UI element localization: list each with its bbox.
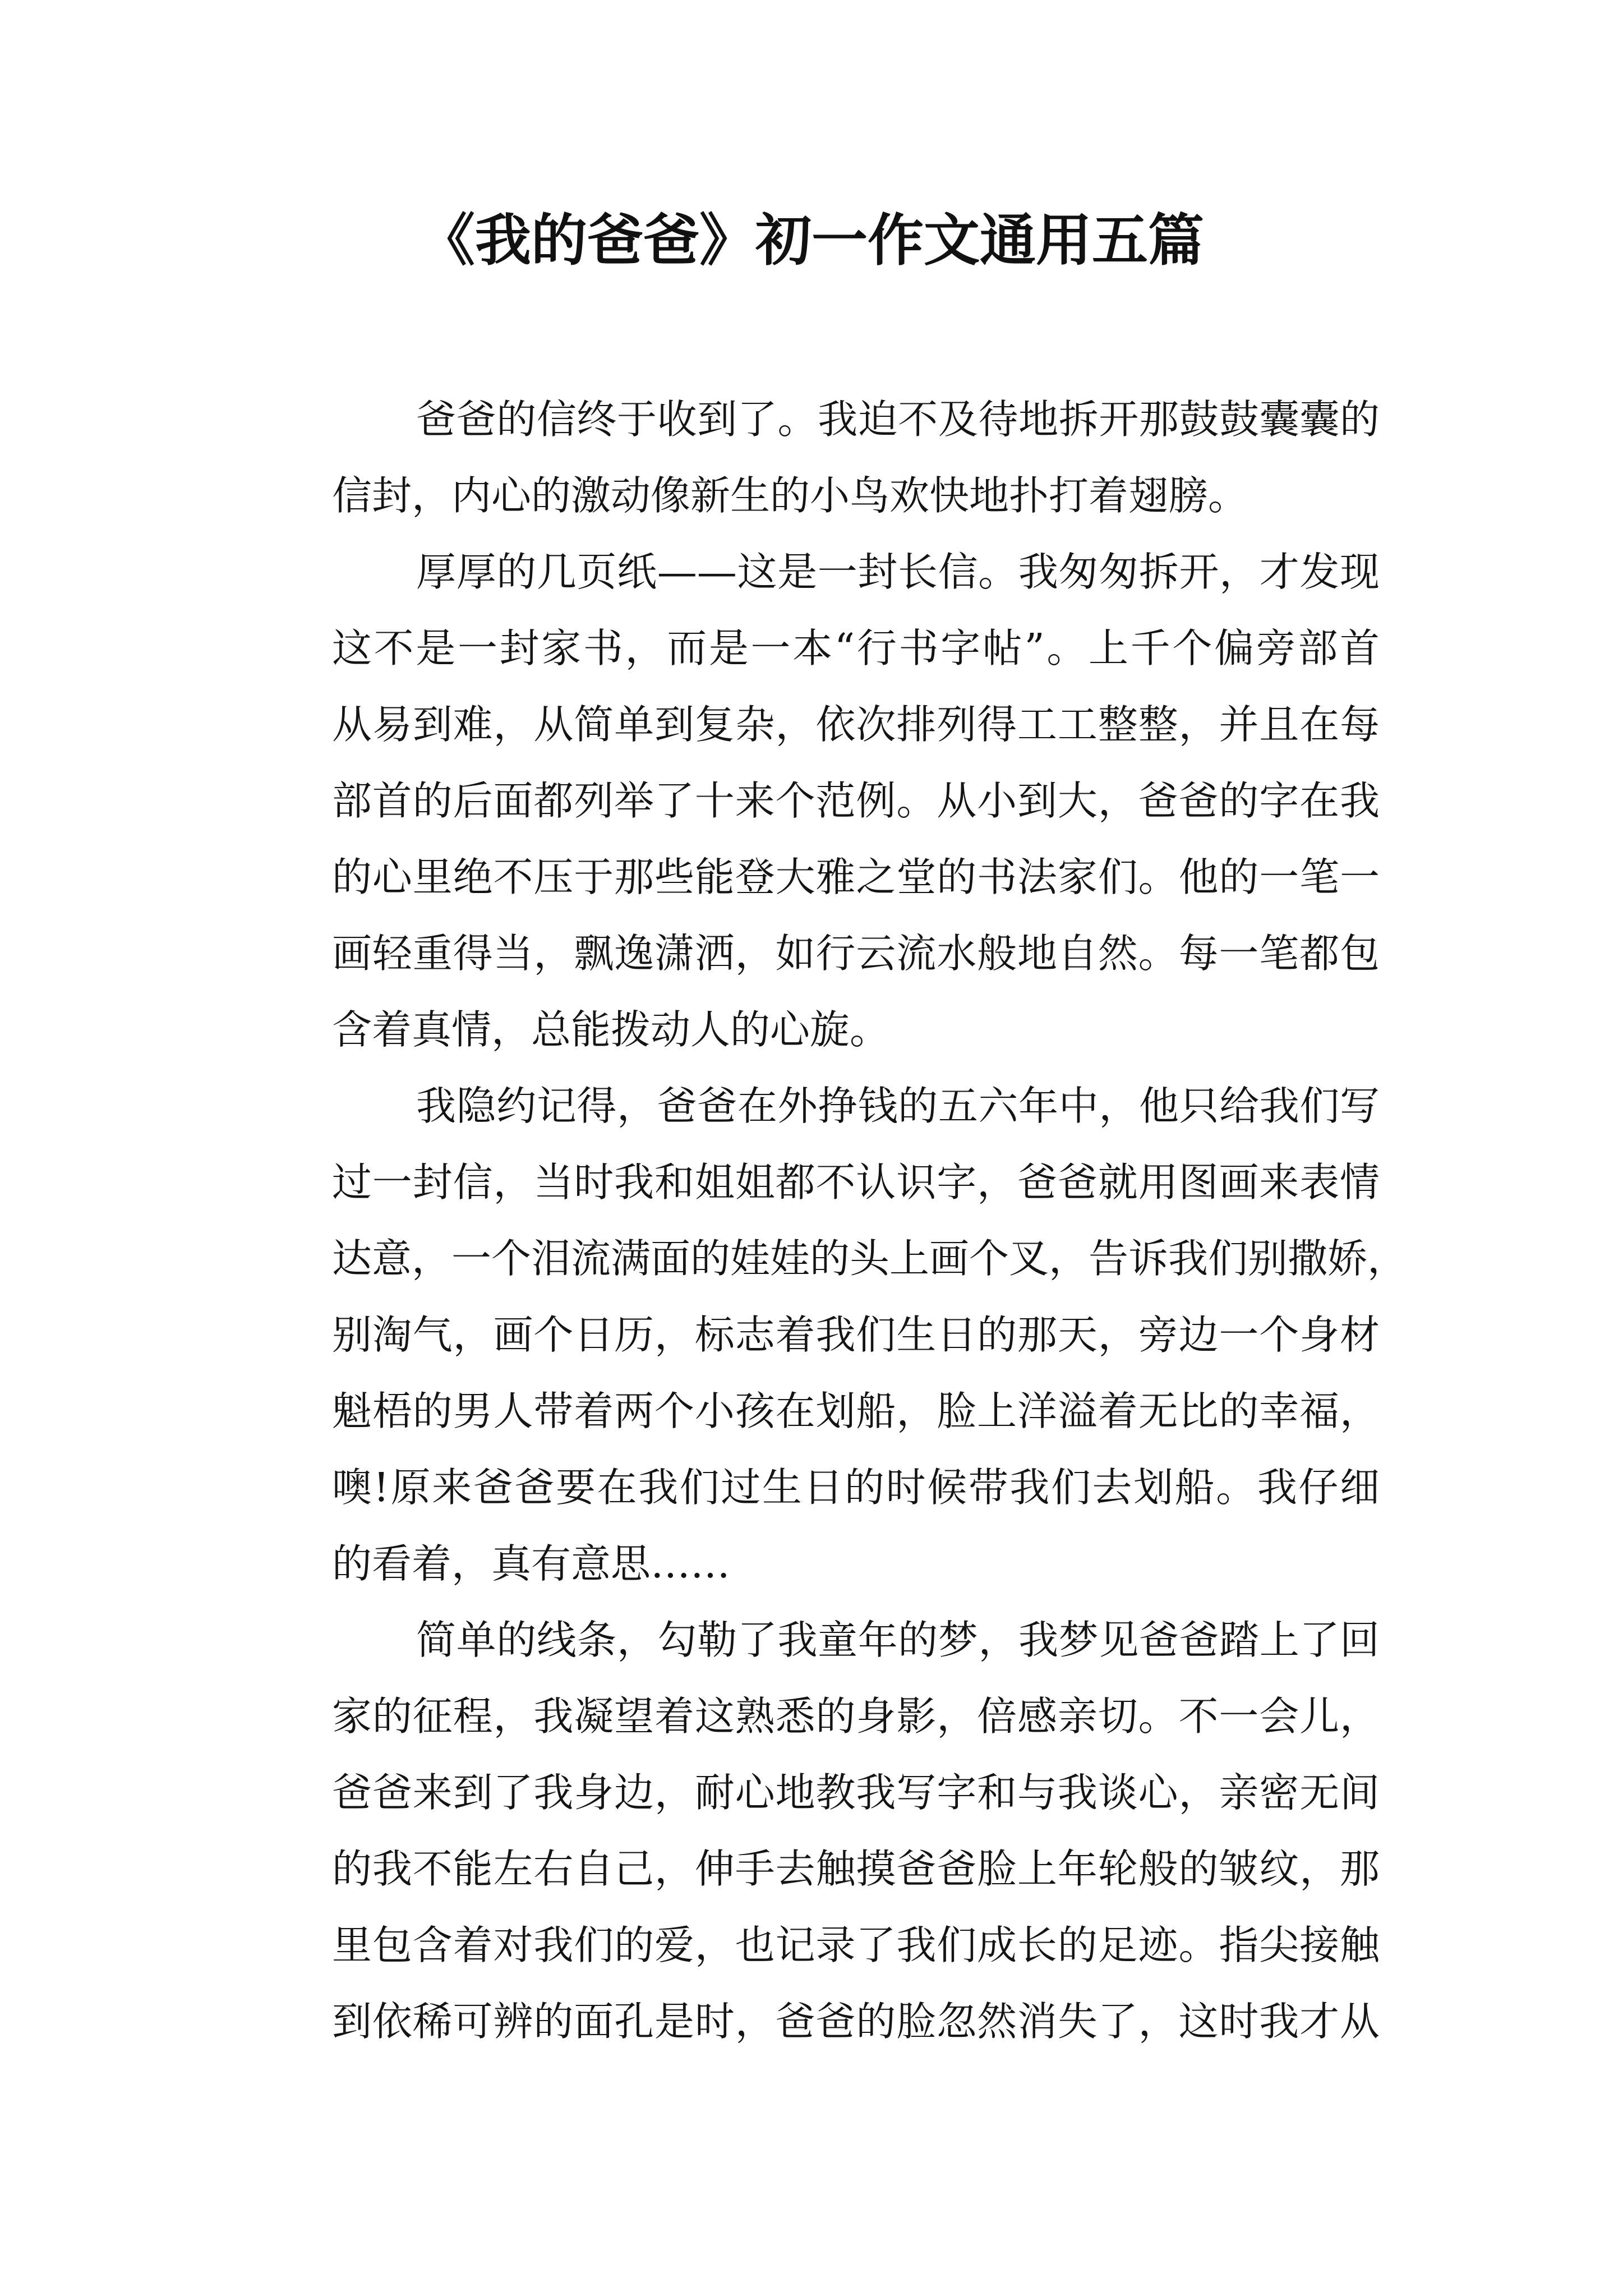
text-line: 魁梧的男人带着两个小孩在划船，脸上洋溢着无比的幸福， — [332, 1388, 1380, 1434]
text-line: 信封，内心的激动像新生的小鸟欢快地扑打着翅膀。 — [332, 472, 1248, 519]
text-line: 我隐约记得，爸爸在外挣钱的五六年中，他只给我们写 — [416, 1083, 1380, 1129]
text-line: 到依稀可辨的面孔是时，爸爸的脸忽然消失了，这时我才从 — [332, 1998, 1380, 2045]
text-line: 从易到难，从简单到复杂，依次排列得工工整整，并且在每 — [332, 701, 1380, 748]
paragraph — [252, 1068, 1408, 1602]
text-line: 部首的后面都列举了十来个范例。从小到大，爸爸的字在我 — [332, 777, 1380, 824]
text-line: 的我不能左右自己，伸手去触摸爸爸脸上年轮般的皱纹，那 — [332, 1846, 1380, 1892]
text-line: 画轻重得当，飘逸潇洒，如行云流水般地自然。每一笔都包 — [332, 930, 1380, 977]
text-line: 厚厚的几页纸——这是一封长信。我匆匆拆开，才发现 — [416, 549, 1380, 595]
text-line: 里包含着对我们的爱，也记录了我们成长的足迹。指尖接触 — [332, 1922, 1380, 1968]
text-line: 爸爸的信终于收到了。我迫不及待地拆开那鼓鼓囊囊的 — [416, 396, 1380, 443]
text-line: 别淘气，画个日历，标志着我们生日的那天，旁边一个身材 — [332, 1312, 1380, 1358]
paragraph — [252, 1602, 1380, 2060]
text-line: 噢!原来爸爸要在我们过生日的时候带我们去划船。我仔细 — [332, 1464, 1380, 1511]
document-body — [252, 381, 1408, 2060]
text-line: 过一封信，当时我和姐姐都不认识字，爸爸就用图画来表情 — [332, 1159, 1380, 1205]
text-line: 的看着，真有意思…… — [332, 1540, 731, 1587]
text-line: 这不是一封家书，而是一本“行书字帖”。上千个偏旁部首 — [332, 625, 1380, 671]
text-line: 简单的线条，勾勒了我童年的梦，我梦见爸爸踏上了回 — [416, 1617, 1380, 1663]
text-line: 家的征程，我凝望着这熟悉的身影，倍感亲切。不一会儿， — [332, 1693, 1380, 1740]
text-line: 爸爸来到了我身边，耐心地教我写字和与我谈心，亲密无间 — [332, 1769, 1380, 1816]
document-title: 《我的爸爸》初一作文通用五篇 — [419, 207, 1204, 273]
text-line: 的心里绝不压于那些能登大雅之堂的书法家们。他的一笔一 — [332, 854, 1380, 900]
paragraph — [252, 534, 1380, 1068]
text-line: 达意，一个泪流满面的娃娃的头上画个叉，告诉我们别撒娇， — [332, 1235, 1408, 1282]
paragraph — [252, 381, 1380, 534]
text-line: 含着真情，总能拨动人的心旋。 — [332, 1006, 890, 1053]
